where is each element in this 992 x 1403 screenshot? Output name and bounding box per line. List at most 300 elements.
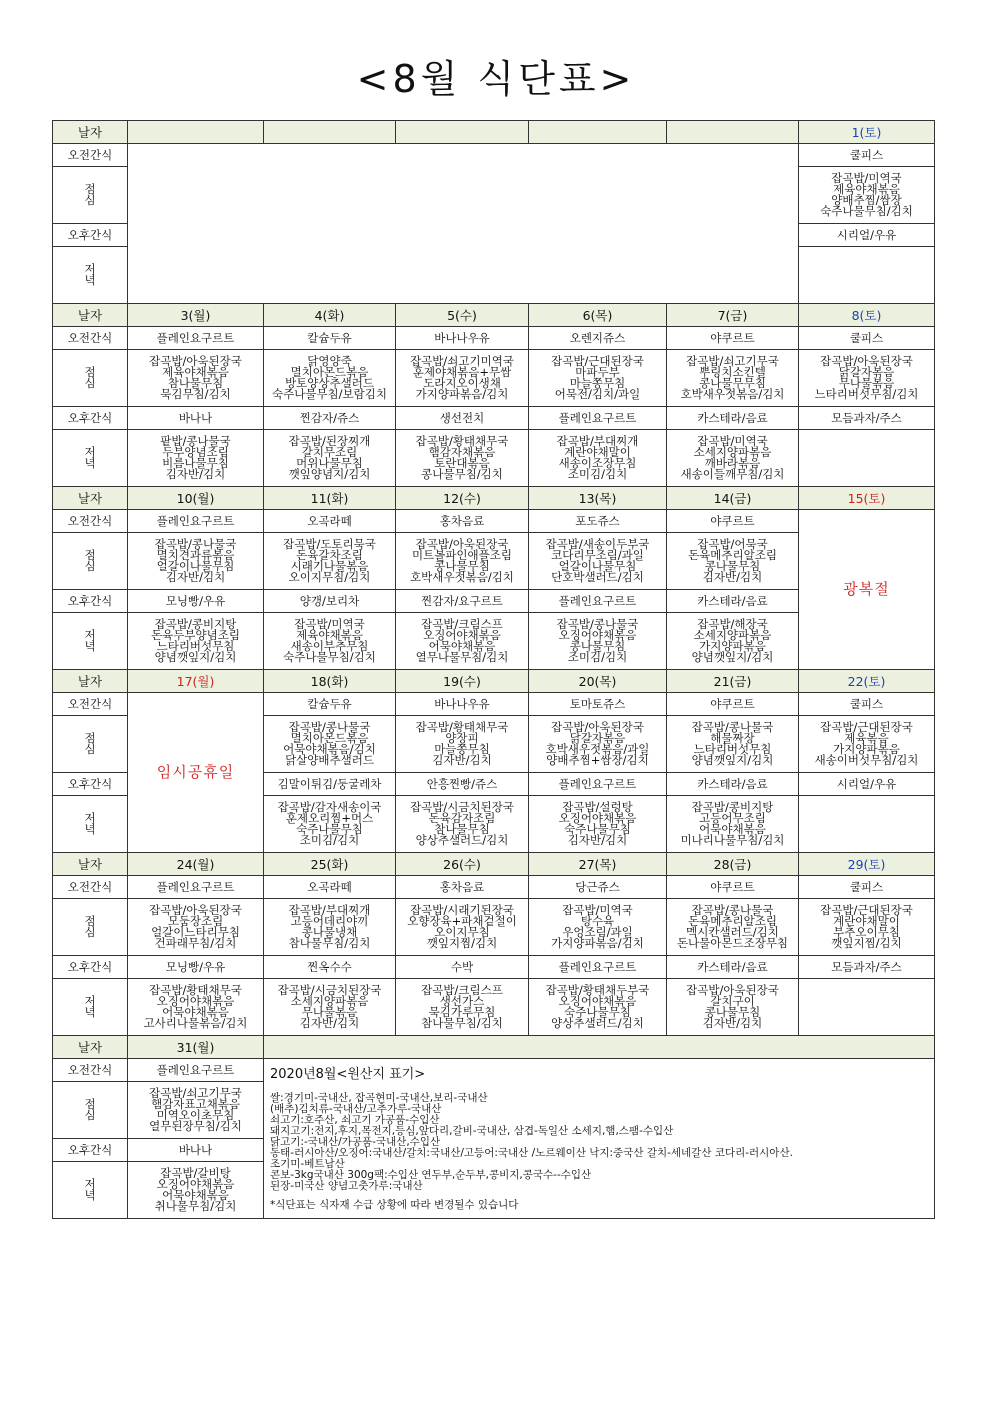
pm-snack-cell: 양갱/보리차 — [264, 590, 396, 613]
menu-line: 제육볶음 — [844, 731, 889, 745]
menu-line: 양상추샐러드/김치 — [415, 833, 509, 847]
lunch-cell — [128, 1082, 264, 1139]
menu-line: 김자반/김치 — [567, 833, 628, 847]
menu-line: 미역오이초무침 — [156, 1108, 235, 1122]
menu-line: 닭영양죽 — [307, 354, 352, 368]
menu-line: 김자반/김치 — [432, 753, 492, 767]
week-date-row — [53, 487, 935, 510]
pm-snack-cell: 모닝빵/우유 — [128, 590, 264, 613]
date-cell — [128, 121, 264, 144]
menu-line: 해물짜장 — [710, 731, 755, 745]
holiday-cell: 광복절 — [799, 510, 935, 670]
pm-snack-row — [53, 956, 935, 979]
row-label-lunch: 점 심 — [53, 167, 128, 224]
am-snack-cell: 플레인요구르트 — [128, 327, 264, 350]
menu-line: 멸치아몬드볶음 — [290, 731, 369, 745]
menu-line: 새송이부추무침 — [290, 639, 369, 653]
row-label-lunch: 점 심 — [53, 533, 128, 590]
row-label-lunch: 점 심 — [53, 899, 128, 956]
menu-line: 돈나물아몬드조장무침 — [676, 936, 789, 950]
am-snack-cell: 플레인요구르트 — [128, 1059, 264, 1082]
dinner-row — [53, 979, 935, 1036]
lunch-cell — [799, 716, 935, 773]
am-snack-row — [53, 1059, 935, 1082]
lunch-cell — [799, 350, 935, 407]
menu-table-body — [53, 121, 935, 1219]
am-snack-cell: 쿨피스 — [799, 876, 935, 899]
menu-line: 잡곡밥/콩비지탕 — [691, 800, 774, 814]
dinner-cell — [799, 430, 935, 487]
row-label-am-snack: 오전간식 — [53, 327, 128, 350]
menu-line: 코다리무조림/과일 — [551, 548, 644, 562]
lunch-cell — [667, 716, 799, 773]
am-snack-cell: 야쿠르트 — [667, 876, 799, 899]
menu-line: 미나리나물무침/김치 — [680, 833, 785, 847]
pm-snack-cell: 플레인요구르트 — [529, 407, 667, 430]
dinner-cell — [799, 796, 935, 853]
menu-line: 김자반/김치 — [702, 570, 763, 584]
menu-line: 잡곡밥/콩나물국 — [288, 720, 371, 734]
menu-line: 잡곡밥/해장국 — [697, 617, 768, 631]
origin-line: 닭고기:-국내산/가공품-국내산,수입산 — [270, 1136, 441, 1148]
pm-snack-cell: 찐감자/요구르트 — [396, 590, 529, 613]
menu-line: 잡곡밥/미역국 — [294, 617, 365, 631]
blank-block — [128, 144, 799, 304]
menu-line: 어묵야채볶음 — [699, 822, 766, 836]
menu-line: 숙주나물무침 — [296, 822, 363, 836]
lunch-cell — [529, 899, 667, 956]
am-snack-cell: 야쿠르트 — [667, 510, 799, 533]
row-label-lunch: 점 심 — [53, 1082, 128, 1139]
date-cell: 20(목) — [529, 670, 667, 693]
lunch-cell — [396, 899, 529, 956]
menu-line: 새송이버섯무침/김치 — [814, 753, 919, 767]
menu-line: 잡곡밥/아욱된장국 — [149, 354, 242, 368]
menu-line: 시래기나물볶음 — [290, 559, 369, 573]
lunch-cell — [667, 350, 799, 407]
menu-line: 오징어야채볶음 — [558, 994, 637, 1008]
row-label-date: 날자 — [53, 487, 128, 510]
row-label-dinner: 저 녁 — [53, 247, 128, 304]
menu-line: 묵김무침/김치 — [160, 387, 231, 401]
lunch-cell — [128, 899, 264, 956]
menu-line: 콩나물무침 — [704, 1005, 761, 1019]
dinner-cell — [529, 796, 667, 853]
menu-line: 소세지양파볶음 — [290, 994, 369, 1008]
menu-line: 잡곡밥/근대된장국 — [820, 903, 913, 917]
dinner-cell — [396, 796, 529, 853]
origin-line: 콘보-3kg국내산 300g팩:수입산 연두부,순두부,콩비지,콩국수--수입산 — [270, 1169, 592, 1181]
menu-line: 호박새우젓볶음/과일 — [545, 742, 650, 756]
pm-snack-cell: 안흥찐빵/쥬스 — [396, 773, 529, 796]
menu-line: 갈치구이 — [710, 994, 755, 1008]
week-date-row — [53, 121, 935, 144]
menu-line: 얼갈이나물무침 — [558, 559, 637, 573]
menu-line: 양배추찜/쌈장 — [831, 193, 902, 207]
menu-line: 닭갈자볶음 — [838, 365, 895, 379]
date-cell: 7(금) — [667, 304, 799, 327]
menu-line: 잡곡밥/미역국 — [831, 171, 902, 185]
am-snack-cell: 플레인요구르트 — [128, 510, 264, 533]
menu-line: 김자반/김치 — [165, 467, 226, 481]
menu-line: 방토양상추샐러드 — [285, 376, 374, 390]
menu-line: 뿌링치소킨텔 — [699, 365, 766, 379]
pm-snack-cell: 생선전치 — [396, 407, 529, 430]
menu-line: 양배추찜+쌈장/김치 — [546, 753, 649, 767]
date-cell: 13(목) — [529, 487, 667, 510]
am-snack-row — [53, 144, 935, 167]
menu-line: 조미김/김치 — [567, 467, 628, 481]
lunch-cell — [396, 350, 529, 407]
menu-line: 어묵야채볶음 — [162, 1188, 229, 1202]
dinner-cell — [529, 613, 667, 670]
am-snack-row — [53, 876, 935, 899]
menu-line: 잡곡밥/콩나물국 — [154, 537, 237, 551]
menu-line: 멕시칸샐러드/김치 — [686, 925, 779, 939]
am-snack-cell: 쿨피스 — [799, 144, 935, 167]
menu-line: 열무나물무침/김치 — [415, 650, 509, 664]
date-cell: 29(토) — [799, 853, 935, 876]
lunch-cell — [799, 167, 935, 224]
row-label-am-snack: 오전간식 — [53, 876, 128, 899]
menu-line: 잡곡밥/황태채무국 — [149, 983, 242, 997]
menu-line: 토란대볶음 — [434, 456, 490, 470]
menu-line: 참나물무침 — [434, 822, 490, 836]
menu-line: 무나물볶음 — [301, 1005, 358, 1019]
am-snack-row — [53, 327, 935, 350]
menu-line: 콩나물무침 — [704, 559, 761, 573]
dinner-cell — [799, 979, 935, 1036]
menu-line: 잡곡밥/아욱된장국 — [149, 903, 242, 917]
menu-line: 돈육갈차조림 — [296, 548, 363, 562]
menu-line: 잡곡밥/콩나물국 — [691, 903, 774, 917]
menu-line: 잡곡밥/콩나물국 — [691, 720, 774, 734]
lunch-cell — [529, 533, 667, 590]
week-date-row — [53, 304, 935, 327]
menu-line: 돈육메추리알조림 — [688, 548, 777, 562]
menu-line: 느타리버섯무침 — [693, 742, 772, 756]
menu-line: 잡곡밥/아욱된장국 — [820, 354, 913, 368]
menu-line: 콩나물냉채 — [301, 925, 358, 939]
origin-line: 동태-러시아산/오징어:국내산/갈치:국내산/고등어:국내산 /노르웨이산 낙지:중국산 갈치-세네갈산 코다리-러시아산. — [270, 1147, 793, 1159]
menu-line: 소세지양파볶음 — [693, 445, 772, 459]
lunch-cell — [529, 350, 667, 407]
row-label-pm-snack: 오후간식 — [53, 407, 128, 430]
am-snack-cell: 바나나우유 — [396, 327, 529, 350]
week-date-row — [53, 670, 935, 693]
menu-line: 생선가스 — [439, 994, 485, 1008]
menu-line: 어묵야채볶음/김치 — [283, 742, 376, 756]
dinner-cell — [799, 247, 935, 304]
date-cell: 15(토) — [799, 487, 935, 510]
menu-line: 잡곡밥/아욱된장국 — [415, 537, 509, 551]
menu-line: 잡곡밥/부대찌개 — [288, 903, 371, 917]
am-snack-cell: 오렌지쥬스 — [529, 327, 667, 350]
lunch-cell — [264, 899, 396, 956]
menu-line: 소세지양파볶음 — [693, 628, 772, 642]
pm-snack-cell: 찐옥수수 — [264, 956, 396, 979]
date-cell: 5(수) — [396, 304, 529, 327]
menu-line: 마늘쫑무침 — [569, 376, 626, 390]
menu-line: 비름나물무침 — [162, 456, 229, 470]
menu-line: 깻잎지찜/김치 — [831, 936, 902, 950]
menu-line: 열무된장무침/김치 — [149, 1119, 242, 1133]
dinner-cell — [667, 430, 799, 487]
menu-line: 고사리나물볶음/김치 — [143, 1016, 248, 1030]
menu-line: 콩나물무침 — [569, 639, 626, 653]
menu-line: 새송이들깨무침/김치 — [680, 467, 785, 481]
row-label-dinner: 저 녁 — [53, 796, 128, 853]
menu-line: 잡곡밥/황태채무국 — [415, 720, 509, 734]
date-cell: 22(토) — [799, 670, 935, 693]
date-cell: 28(금) — [667, 853, 799, 876]
row-label-date: 날자 — [53, 853, 128, 876]
am-snack-cell: 홍차음료 — [396, 510, 529, 533]
menu-line: 숙주나물무침/김치 — [283, 650, 376, 664]
row-label-dinner: 저 녁 — [53, 1162, 128, 1219]
date-cell: 6(목) — [529, 304, 667, 327]
menu-line: 돈육두부양념조림 — [151, 628, 240, 642]
menu-line: 잡곡밥/갈비탕 — [160, 1166, 231, 1180]
am-snack-cell: 쿨피스 — [799, 327, 935, 350]
pm-snack-cell: 모닝빵/우유 — [128, 956, 264, 979]
menu-line: 취나물무침/김치 — [154, 1199, 237, 1213]
menu-line: 참나물무침 — [167, 376, 224, 390]
dinner-cell — [264, 430, 396, 487]
menu-line: 잡곡밥/근대된장국 — [820, 720, 913, 734]
date-cell: 19(수) — [396, 670, 529, 693]
menu-line: 어묵야채볶음 — [428, 639, 496, 653]
menu-line: 오이지무침/김치 — [288, 570, 371, 584]
menu-line: 오징어야채볶음 — [156, 994, 235, 1008]
dinner-cell — [264, 613, 396, 670]
date-cell: 27(목) — [529, 853, 667, 876]
menu-line: 잡곡밥/콩나물국 — [556, 617, 639, 631]
menu-line: 잡곡밥/크림스프 — [421, 983, 503, 997]
menu-line: 가지양파볶음 — [833, 742, 900, 756]
menu-line: 잡곡밥/쇠고기미역국 — [410, 354, 514, 368]
menu-line: 팥밥/콩나물국 — [160, 434, 231, 448]
menu-line: 고등어무조림 — [699, 811, 766, 825]
date-cell: 17(월) — [128, 670, 264, 693]
menu-line: 훈제오리찜+머스 — [285, 811, 374, 825]
menu-line: 오징어야채볶음 — [558, 811, 637, 825]
am-snack-row — [53, 510, 935, 533]
menu-line: 제육야채볶음 — [833, 182, 900, 196]
menu-line: 훈제야채볶음+무쌈 — [412, 365, 512, 379]
page-title: <8월 식단표> — [356, 57, 636, 101]
menu-line: 오징어야채볶음 — [558, 628, 637, 642]
row-label-pm-snack: 오후간식 — [53, 773, 128, 796]
menu-line: 조미김/김치 — [567, 650, 628, 664]
am-snack-cell: 오곡라떼 — [264, 510, 396, 533]
lunch-cell — [128, 533, 264, 590]
lunch-cell — [264, 716, 396, 773]
date-cell: 10(월) — [128, 487, 264, 510]
am-snack-cell: 홍차음료 — [396, 876, 529, 899]
menu-line: 잡곡밥/어묵국 — [697, 537, 768, 551]
menu-line: 가지양파볶음 — [699, 639, 766, 653]
menu-line: 양념깻잎지/김치 — [691, 650, 774, 664]
menu-line: 오징어야채볶음 — [156, 1177, 235, 1191]
row-label-date: 날자 — [53, 304, 128, 327]
row-label-pm-snack: 오후간식 — [53, 956, 128, 979]
menu-line: 마늘쫑무침 — [434, 742, 490, 756]
menu-line: 콩나물무침/김치 — [421, 467, 503, 481]
row-label-am-snack: 오전간식 — [53, 693, 128, 716]
menu-line: 김자반/김치 — [702, 1016, 763, 1030]
menu-line: 잡곡밥/근대된장국 — [551, 354, 644, 368]
pm-snack-cell: 수박 — [396, 956, 529, 979]
row-label-lunch: 점 심 — [53, 716, 128, 773]
pm-snack-cell: 플레인요구르트 — [529, 773, 667, 796]
pm-snack-cell: 바나나 — [128, 1139, 264, 1162]
menu-line: 닭살양배추샐러드 — [285, 753, 374, 767]
date-cell: 26(수) — [396, 853, 529, 876]
origin-title: 2020년8월<원산지 표기> — [270, 1067, 426, 1082]
menu-line: 숙주나물무침/보람김치 — [272, 387, 387, 401]
menu-line: 잡곡밥/쇠고기무국 — [149, 1086, 242, 1100]
lunch-cell — [667, 899, 799, 956]
dinner-row — [53, 430, 935, 487]
menu-line: 잡곡밥/시금치된장국 — [277, 983, 382, 997]
menu-line: 오이지무침 — [434, 925, 490, 939]
menu-line: 조미김/김치 — [299, 833, 360, 847]
menu-line: 잡곡밥/황태채무국 — [415, 434, 509, 448]
menu-line: 제육야채볶음 — [296, 628, 363, 642]
menu-line: 숙주나물무침 — [564, 1005, 631, 1019]
pm-snack-cell: 카스테라/음료 — [667, 590, 799, 613]
menu-line: 참나물무침/김치 — [288, 936, 371, 950]
menu-line: 잡곡밥/부대찌개 — [556, 434, 639, 448]
lunch-cell — [396, 533, 529, 590]
date-cell: 12(수) — [396, 487, 529, 510]
row-label-am-snack: 오전간식 — [53, 510, 128, 533]
pm-snack-cell: 플레인요구르트 — [529, 590, 667, 613]
menu-line: 어묵전/김치/과일 — [554, 387, 641, 401]
week-date-row — [53, 853, 935, 876]
menu-line: 느타리버섯무침 — [156, 639, 235, 653]
menu-line: 잡곡밥/미역국 — [562, 903, 633, 917]
menu-line: 햄감자채볶음 — [428, 445, 496, 459]
am-snack-cell: 포도쥬스 — [529, 510, 667, 533]
menu-line: 콩나물무무침 — [699, 376, 766, 390]
am-snack-cell: 칼슘두유 — [264, 327, 396, 350]
holiday-cell: 임시공휴일 — [128, 693, 264, 853]
pm-snack-cell: 모듬과자/주스 — [799, 407, 935, 430]
menu-line: 잡곡밥/크림스프 — [421, 617, 503, 631]
am-snack-cell: 야쿠르트 — [667, 693, 799, 716]
origin-note: *식단표는 식자재 수급 상황에 따라 변경될수 있습니다 — [270, 1199, 519, 1211]
menu-line: 제육야채볶음 — [162, 365, 229, 379]
menu-line: 잡곡밥/미역국 — [697, 434, 768, 448]
pm-snack-cell: 찐감자/쥬스 — [264, 407, 396, 430]
row-label-date: 날자 — [53, 121, 128, 144]
pm-snack-cell: 카스테라/음료 — [667, 407, 799, 430]
row-label-dinner: 저 녁 — [53, 430, 128, 487]
date-cell: 3(월) — [128, 304, 264, 327]
menu-line: 양념깻잎지/김치 — [691, 753, 774, 767]
am-snack-cell: 쿨피스 — [799, 693, 935, 716]
menu-line: 오징어야채볶음 — [423, 628, 501, 642]
dinner-cell — [128, 430, 264, 487]
menu-line: 건파래무침/김치 — [154, 936, 237, 950]
lunch-cell — [264, 533, 396, 590]
date-cell: 11(화) — [264, 487, 396, 510]
lunch-cell — [529, 716, 667, 773]
menu-line: 탕수육 — [580, 914, 615, 928]
menu-line: 얼갈이나물무침 — [156, 559, 235, 573]
date-cell: 31(월) — [128, 1036, 264, 1059]
origin-line: 쌀:경기미-국내산, 잡곡현미-국내산,보리-국내산 — [270, 1092, 488, 1104]
dinner-cell — [396, 979, 529, 1036]
am-snack-cell: 당근쥬스 — [529, 876, 667, 899]
menu-line: 닭갈자볶음 — [569, 731, 626, 745]
pm-snack-cell: 김말이튀김/둥굴레차 — [264, 773, 396, 796]
lunch-row — [53, 350, 935, 407]
row-label-dinner: 저 녁 — [53, 613, 128, 670]
pm-snack-cell: 바나나 — [128, 407, 264, 430]
date-cell: 8(토) — [799, 304, 935, 327]
lunch-cell — [128, 350, 264, 407]
dinner-cell — [264, 979, 396, 1036]
menu-line: 멸치아몬드볶음 — [290, 365, 369, 379]
am-snack-cell: 오곡라떼 — [264, 876, 396, 899]
row-label-pm-snack: 오후간식 — [53, 224, 128, 247]
row-label-am-snack: 오전간식 — [53, 144, 128, 167]
dinner-cell — [529, 430, 667, 487]
menu-line: 햄감자표고채볶음 — [151, 1097, 240, 1111]
pm-snack-cell: 플레인요구르트 — [529, 956, 667, 979]
menu-line: 깨바라볶음 — [704, 456, 761, 470]
menu-line: 잡곡밥/시래기된장국 — [410, 903, 514, 917]
menu-line: 호박새우젓볶음/김치 — [680, 387, 785, 401]
menu-line: 부추오이무침 — [833, 925, 900, 939]
menu-line: 숙주나물무침/김치 — [820, 204, 913, 218]
menu-line: 두부양념조림 — [162, 445, 229, 459]
menu-line: 가지양파볶음/김치 — [415, 387, 509, 401]
date-cell — [667, 121, 799, 144]
row-label-am-snack: 오전간식 — [53, 1059, 128, 1082]
pm-snack-cell: 카스테라/음료 — [667, 956, 799, 979]
pm-snack-cell: 카스테라/음료 — [667, 773, 799, 796]
menu-line: 잡곡밥/감자새송이국 — [277, 800, 382, 814]
pm-snack-row — [53, 407, 935, 430]
date-cell — [529, 121, 667, 144]
dinner-cell — [667, 613, 799, 670]
menu-line: 호박새우젓볶음/김치 — [410, 570, 514, 584]
menu-line: 김자반/김치 — [299, 1016, 360, 1030]
date-cell: 25(화) — [264, 853, 396, 876]
date-cell: 1(토) — [799, 121, 935, 144]
dinner-cell — [396, 430, 529, 487]
menu-line: 미트볼파인애플조림 — [412, 548, 512, 562]
am-snack-cell: 토마토쥬스 — [529, 693, 667, 716]
week-date-row — [53, 1036, 935, 1059]
menu-line: 도라지오이생채 — [423, 376, 501, 390]
pm-snack-cell: 모듬과자/주스 — [799, 956, 935, 979]
menu-line: 돈육감자조림 — [428, 811, 496, 825]
lunch-cell — [667, 533, 799, 590]
origin-line: (배추)김치류-국내산/고추가루-국내산 — [270, 1103, 442, 1115]
menu-line: 머위나물무침 — [296, 456, 363, 470]
menu-line: 양념깻잎지/김치 — [154, 650, 237, 664]
row-label-date: 날자 — [53, 1036, 128, 1059]
pm-snack-cell: 시리얼/우유 — [799, 224, 935, 247]
am-snack-cell: 플레인요구르트 — [128, 876, 264, 899]
date-cell: 14(금) — [667, 487, 799, 510]
menu-table — [52, 120, 935, 1219]
